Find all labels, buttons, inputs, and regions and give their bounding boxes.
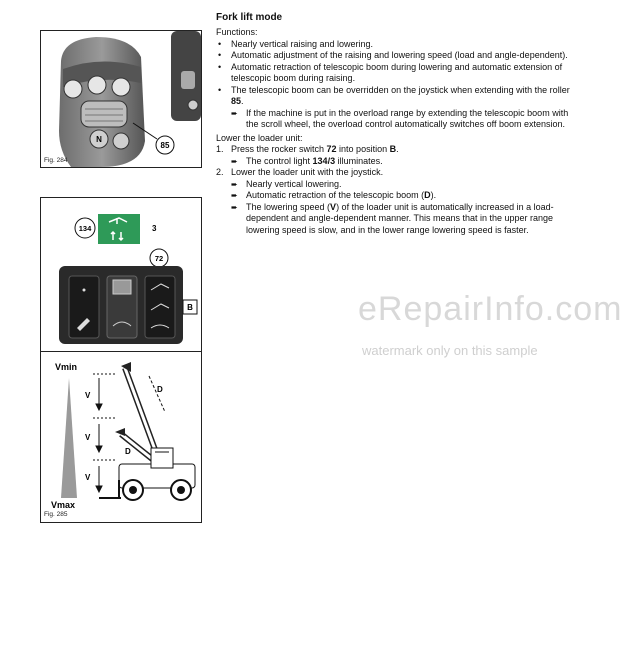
callout-134: 134	[78, 224, 92, 233]
speed-wedge	[61, 378, 77, 498]
step-1-result: ➨ The control light 134/3 illuminates.	[216, 156, 581, 168]
functions-list	[216, 39, 581, 131]
v-label-1: V	[85, 391, 91, 400]
joystick-button-3	[112, 78, 130, 96]
step-2: 2. Lower the loader unit with the joystick.	[216, 167, 384, 177]
joystick-button-2	[88, 76, 106, 94]
vmax-label: Vmax	[51, 500, 76, 510]
steps-list	[216, 144, 581, 236]
step-2-result-2: ➨ Automatic retraction of the telescopic boom (D).	[216, 190, 581, 202]
d-label-1: D	[157, 385, 163, 394]
text-column	[216, 12, 581, 236]
figure-285	[40, 197, 202, 523]
fig-284-caption: Fig. 284	[44, 157, 68, 164]
v-label-2: V	[85, 433, 91, 442]
section-heading: Fork lift mode	[216, 12, 283, 23]
lower-label: Lower the loader unit:	[216, 132, 303, 143]
joystick-button-1	[64, 80, 82, 98]
step-2-result-3: ➨ The lowering speed (V) of the loader unit is automatically increased in a load-dependent and angle-dependent manner. This means that in the upper range lowering speed is slow, and in the lower range lowering speed is faster.	[216, 202, 581, 237]
figure-284	[40, 30, 202, 168]
function-item-2: • Automatic adjustment of the raising and lowering speed (load and angle-dependent).	[216, 50, 581, 62]
light-number: 3	[152, 224, 157, 233]
step-1: 1. Press the rocker switch 72 into position B.	[216, 144, 399, 154]
switch-panel-illustration	[41, 198, 201, 348]
watermark-brand: eRepairInfo.com	[358, 290, 622, 328]
n-button-label: N	[96, 135, 102, 144]
lowering-diagram	[41, 352, 201, 522]
scroll-roller	[81, 101, 127, 127]
d-label-2: D	[125, 447, 131, 456]
scroll-button	[113, 133, 129, 149]
rocker-switch-left	[69, 276, 99, 338]
function-item-4: • The telescopic boom can be overridden on the joystick when extending with the roller 85.	[216, 85, 581, 108]
vmin-label: Vmin	[55, 362, 78, 372]
functions-label: Functions:	[216, 27, 258, 37]
watermark-note: watermark only on this sample	[362, 343, 538, 358]
rocker-switch-72	[145, 276, 175, 338]
v-label-3: V	[85, 473, 91, 482]
step-2-result-1: ➨ Nearly vertical lowering.	[216, 179, 581, 191]
callout-b: B	[187, 303, 193, 312]
callout-85: 85	[160, 141, 170, 150]
overload-note: ➨ If the machine is put in the overload range by extending the telescopic boom with the scroll wheel, the overload control automatically switches off boom extension.	[216, 108, 581, 131]
function-item-3: • Automatic retraction of telescopic boom during lowering and automatic extension of telescopic boom during raising.	[216, 62, 581, 85]
function-item-1: • Nearly vertical raising and lowering.	[216, 39, 581, 51]
fig-285-caption: Fig. 285	[44, 511, 68, 518]
joystick-illustration	[41, 31, 201, 167]
callout-72: 72	[154, 254, 164, 263]
